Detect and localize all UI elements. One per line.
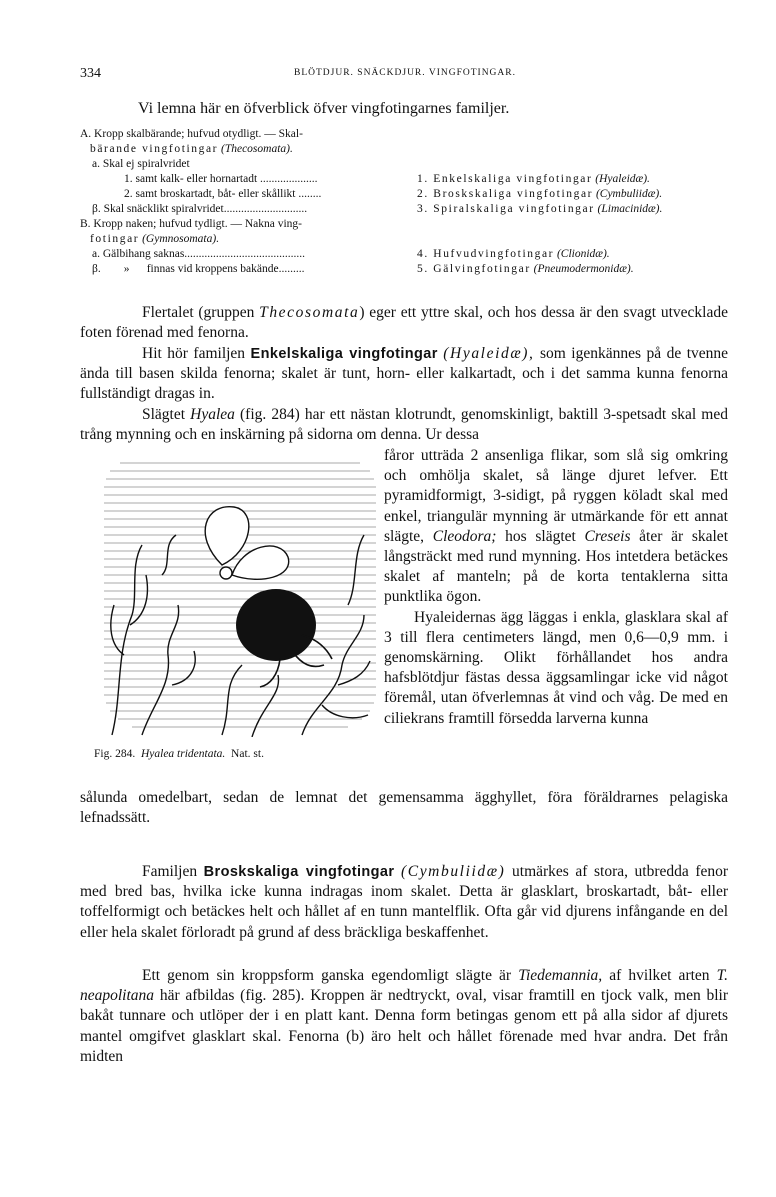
key-row-a2: 2. samt broskartadt, båt- eller skållikt ........ 2. Broskskaliga vingfotingar (Cymbuliidæ). [124, 188, 663, 200]
paragraph-cymbuliidae: Familjen Broskskaliga vingfotingar (Cymbuliidæ) utmärkes af stora, utbredda fenor med bred bas, hvilka icke kunna indragas inom skalet. Detta är glasklart, broskartadt, båt- eller toffelformigt och betäckes helt och hållet af en tunn mantelflik. Ofta går vid djurens infångande en del eller hela skalet förloradt på grund af dess bräckliga beskaffenhet. [80, 863, 729, 941]
hyalea-illustration [102, 455, 378, 737]
intro-sentence: Vi lemna här en öfverblick öfver vingfotingarnes familjer. [138, 100, 510, 117]
key-row-a: a. Skal ej spiralvridet [92, 158, 190, 170]
key-row-Ba: a. Gälbihang saknas.......................................... 4. Hufvudvingfotingar (Clionidæ). [92, 248, 610, 260]
paragraph-hyaleidae: Hit hör familjen Enkelskaliga vingfotingar (Hyaleidæ), som igenkännes på de tvenne ända till basen skilda fenorna; skalet är tunt, horn- eller kalkartadt, och i det samma kunna fenorna fullständigt dragas in. [80, 345, 729, 403]
side-column-text: fåror utträda 2 ansenliga flikar, som slå sig omkring och omhölja skalet, så länge djuret lefver. Ett pyramidformigt, 3-sidigt, på ryggen köladt skal med enkel, triangulär mynning är utmärkande för ett annat slägte, Cleodora; hos slägtet Creseis åter är skalet långsträckt med rund mynning. Hos intetdera betäckes skalet af manteln; på de korta tentaklerna sitta punktlika ögon. Hyaleidernas ägg läggas i enkla, glasklara skal af 3 till flera centimeters längd, men 0,6—0,9 mm. i genomskärning. Olikt förhållandet hos andra hafsblötdjur fästas dessa äggsamlingar icke vid något föremål, utan öfverlemnas åt vind och våg. De med en ciliekrans framtill försedda larverna kunna [384, 447, 728, 727]
running-title: BLÖTDJUR. SNÄCKDJUR. VINGFOTINGAR. [294, 68, 516, 78]
key-row-Bb: β. » finnas vid kroppens bakände......... 5. Gälvingfotingar (Pneumodermonidæ). [92, 263, 634, 275]
figure-caption: Fig. 284. Hyalea tridentata. Nat. st. [94, 748, 264, 760]
key-row-a1: 1. samt kalk- eller hornartadt .................... 1. Enkelskaliga vingfotingar (Hyaleidæ). [124, 173, 650, 185]
key-row-B: B. Kropp naken; hufvud tydligt. — Nakna ving- [80, 218, 302, 230]
key-row-A-cont: bärande vingfotingar (Thecosomata). [90, 143, 293, 155]
page-header [80, 66, 730, 84]
paragraph-larvae: sålunda omedelbart, sedan de lemnat det gemensamma ägghyllet, föra föräldrarnes pelagiska lefnadssätt. [80, 789, 728, 827]
key-row-A: A. Kropp skalbärande; hufvud otydligt. — Skal- [80, 128, 303, 140]
paragraph-hyalea: Slägtet Hyalea (fig. 284) har ett nästan klotrundt, genomskinligt, baktill 3-spetsadt skal med trång mynning och en inskärning på sidorna om denna. Ur dessa [80, 406, 728, 444]
family-key-table [80, 127, 730, 277]
key-row-beta: β. Skal snäcklikt spiralvridet............................. 3. Spiralskaliga vingfotingar (Limacinidæ). [92, 203, 663, 215]
key-row-B-cont: fotingar (Gymnosomata). [90, 233, 220, 245]
paragraph-thecosomata: Flertalet (gruppen Thecosomata) eger ett yttre skal, och hos dessa är den svagt utvecklade foten förenad med fenorna. [80, 304, 728, 342]
page-number: 334 [80, 66, 101, 81]
paragraph-tiedemannia: Ett genom sin kroppsform ganska egendomligt slägte är Tiedemannia, af hvilket arten T. neapolitana här afbildas (fig. 285). Kroppen är nedtryckt, oval, visar framtill en tjock valk, men blir bakåt tunnare och utlöper der i en platt kant. Denna form betingas genom ett på alla sidor af djurets mantel omgifvet glasklart skal. Fenorna (b) äro helt och hållet förenade med hvar andra. Det från midten [80, 967, 728, 1065]
